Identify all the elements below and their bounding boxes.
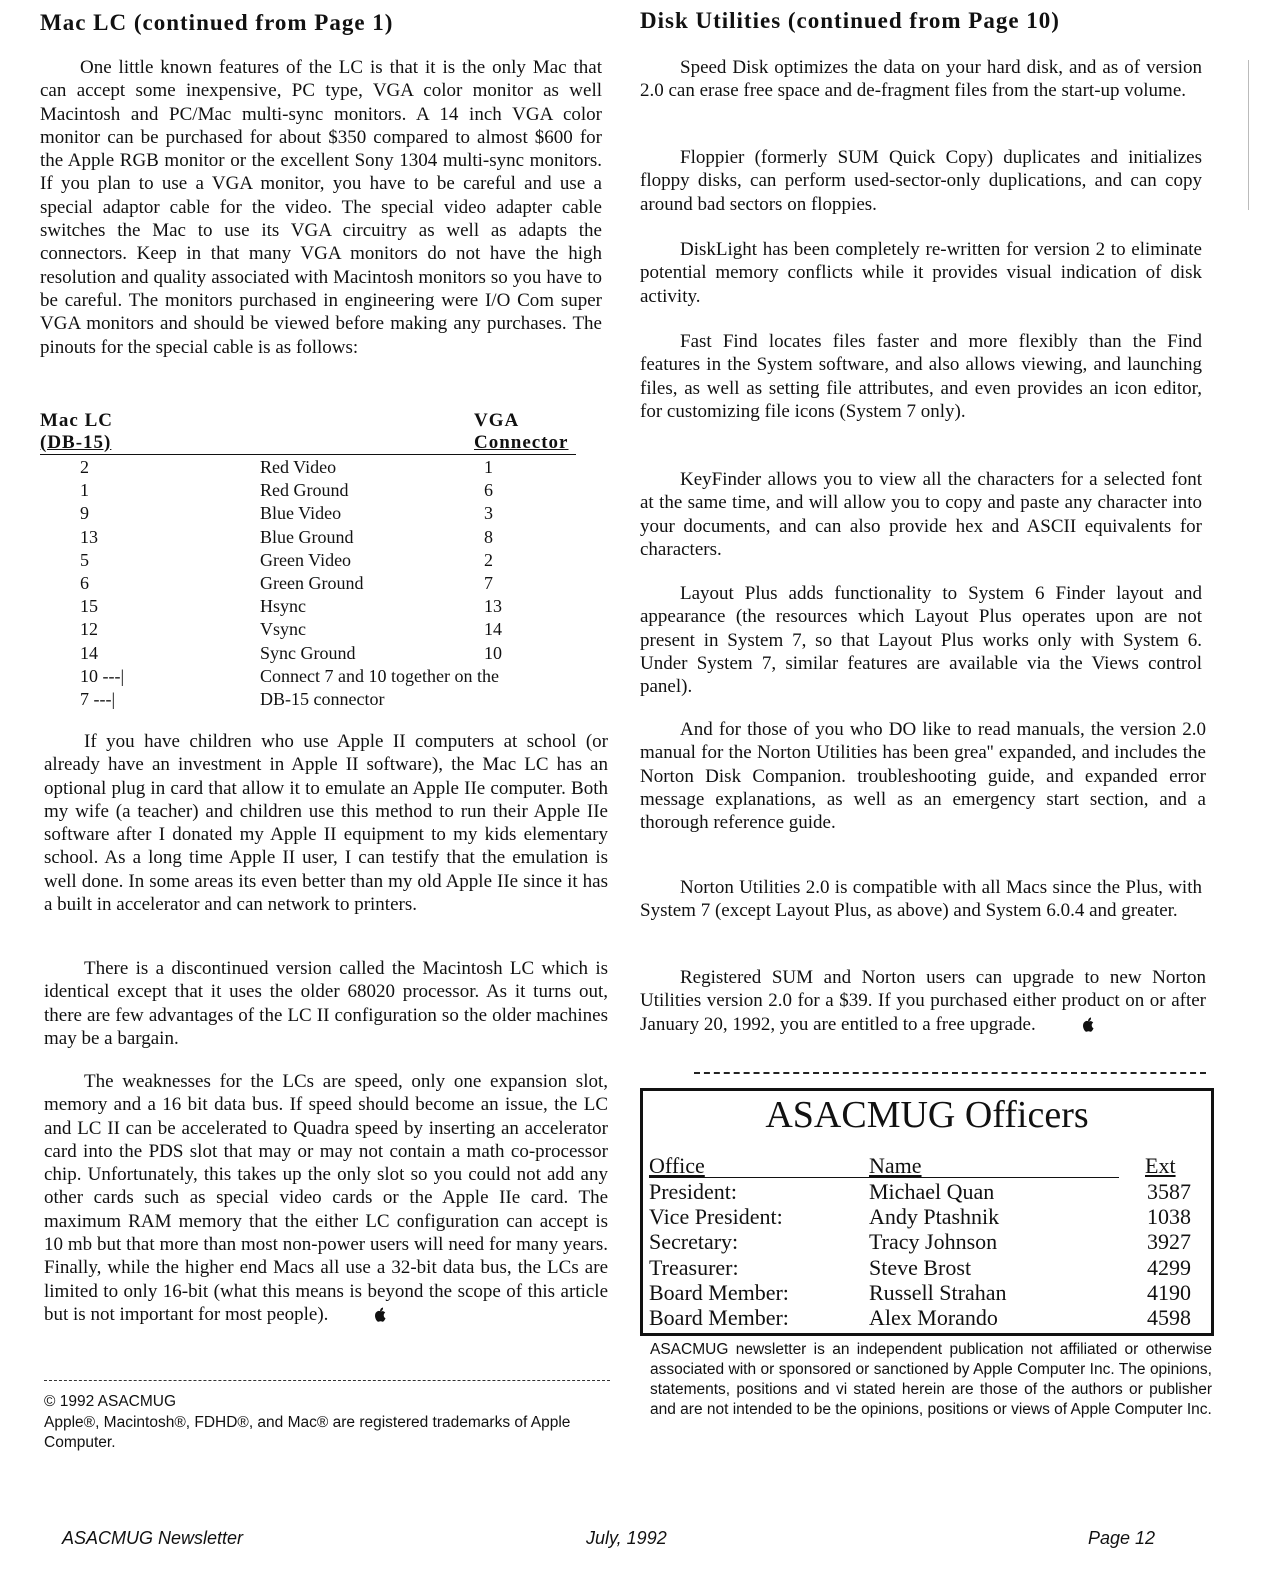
officer-name: Russell Strahan	[869, 1279, 1007, 1305]
pinout-mac-pin: 2	[80, 457, 89, 477]
pinout-head-mac-lc: Mac LC	[40, 410, 114, 431]
pinout-vga-pin: 8	[484, 526, 493, 547]
pinout-row	[40, 502, 608, 525]
pinout-mac-pin: 1	[80, 480, 89, 501]
pinout-signal: Green Video	[260, 549, 352, 570]
officer-office: Board Member:	[649, 1305, 789, 1330]
pinout-head-db15: (DB-15)	[40, 432, 112, 453]
pinout-row	[40, 479, 608, 502]
pinout-mac-pin: 13	[80, 526, 98, 547]
officer-office: Treasurer:	[649, 1254, 739, 1280]
mac-lc-paragraph-4-text: The weaknesses for the LCs are speed, only one expansion slot, memory and a 16 bit data bus. If speed should become an issue, the LC and LC II can be accelerated to Quadra speed by inserting an accelerator card into the PDS slot that may or may not contain a math co-processor chip. Unfortunately, this takes up the only slot so you could not add any other cards such as special video cards or the Apple IIe card. The maximum RAM memory that the either LC configuration can accept is 10 mb but that more than most non-power users will need for many years. Finally, while the higher end Macs all use a 32-bit data bus, the LCs are limited to only 16-bit (what this means is beyond the scope of this article but is not important for most people).	[44, 1071, 608, 1325]
left-end-dashed-rule	[44, 1380, 610, 1381]
officer-ext: 4598	[1147, 1305, 1191, 1330]
officers-head-ext: Ext	[1145, 1153, 1176, 1178]
disclaimer-text: ASACMUG newsletter is an independent publication not affiliated or otherwise associated with or sponsored or sanctioned by Apple Computer Inc. The opinions, statements, positions and vi stated herein are those of the authors or publisher and are not intended to be the opinions, positions or views of Apple Computer Inc.	[650, 1341, 1212, 1418]
officer-ext: 3587	[1147, 1179, 1191, 1204]
pinout-mac-pin: 9	[80, 503, 89, 524]
pinout-head-vga: VGA	[474, 410, 520, 431]
pinout-row	[40, 456, 608, 479]
officer-ext: 4299	[1147, 1254, 1191, 1280]
pinout-signal: Green Ground	[260, 573, 364, 593]
officer-office: President:	[649, 1179, 737, 1204]
pinout-vga-pin: 3	[484, 503, 493, 524]
pinout-signal: Red Video	[260, 457, 337, 477]
pinout-head-rule	[40, 454, 576, 455]
disk-util-paragraph-7: And for those of you who DO like to read manuals, the version 2.0 manual for the Norton Utilities has been grea'' expanded, and includes the Norton Disk Companion. troubleshooting guide, and expanded error message explanations, as well as an emergency start section, and a thorough reference guide.	[640, 719, 1206, 834]
apple-logo-icon	[1042, 1015, 1095, 1038]
disk-util-paragraph-9	[640, 966, 1206, 1038]
pinout-mac-pin: 15	[80, 596, 98, 617]
officer-row	[649, 1255, 1209, 1280]
mac-lc-heading: Mac LC (continued from Page 1)	[40, 10, 394, 35]
disk-util-paragraph-2: Floppier (formerly SUM Quick Copy) duplicates and initializes floppy disks, can perform used-sector-only duplications, and can copy around bad sectors on floppies.	[640, 147, 1202, 215]
mac-lc-paragraph-2: If you have children who use Apple II computers at school (or already have an investment in Apple II software), the Mac LC has an optional plug in card that allow it to emulate an Apple IIe computer. Both my wife (a teacher) and children use this method to run their Apple IIe software after I donated my Apple II equipment to my kids elementary school. As a long time Apple II user, I can testify that the emulation is well done. In some areas its even better than my old Apple IIe since it has a built in accelerator and can network to printers.	[44, 731, 608, 916]
pinout-vga-pin: 10	[484, 642, 502, 663]
officer-ext: 1038	[1147, 1204, 1191, 1230]
mac-lc-paragraph-1: One little known features of the LC is that it is the only Mac that can accept some inexpensive, PC type, VGA color monitor as well Macintosh and PC/Mac multi-sync monitors. A 14 inch VGA color monitor can be purchased for about $350 compared to almost $600 for the Apple RGB monitor or the excellent Sony 1304 multi-sync monitors. If you plan to use a VGA monitor, you have to be careful and use a special adaptor cable for the video. The special video adapter cable switches the Mac to use its VGA circuitry as well as adapts the connectors. Keep in that many VGA monitors do not have the high resolution and quality associated with Macintosh monitors so you have to be careful. The monitors purchased in engineering were I/O Com super VGA monitors and should be viewed before making any purchases. The pinouts for the special cable is as follows:	[40, 57, 602, 358]
officer-name: Andy Ptashnik	[869, 1204, 1000, 1230]
officer-ext: 3927	[1147, 1229, 1191, 1255]
officer-row	[649, 1280, 1209, 1305]
footer-newsletter: ASACMUG Newsletter	[62, 1528, 244, 1548]
pinout-signal: Blue Ground	[260, 526, 354, 547]
pinout-row	[40, 688, 608, 711]
pinout-mac-pin: 12	[80, 619, 98, 640]
officer-row	[649, 1179, 1209, 1204]
pinout-mac-pin: 6	[80, 573, 89, 593]
disk-util-paragraph-9-text: Registered SUM and Norton users can upgrade to new Norton Utilities version 2.0 for a $39. If you purchased either product on or after January 20, 1992, you are entitled to a free upgrade.	[640, 967, 1206, 1035]
officer-office: Vice President:	[649, 1204, 783, 1230]
officer-name: Steve Brost	[869, 1254, 972, 1280]
disk-util-paragraph-1: Speed Disk optimizes the data on your hard disk, and as of version 2.0 can erase free space and de-fragment files from the start-up volume.	[640, 57, 1202, 102]
pinout-row	[40, 595, 608, 618]
officers-top-dashed-rule	[694, 1072, 1206, 1074]
pinout-signal: Red Ground	[260, 480, 349, 501]
pinout-vga-pin: 2	[484, 549, 493, 570]
disk-utilities-heading: Disk Utilities (continued from Page 10)	[640, 8, 1060, 33]
pinout-vga-pin: 14	[484, 619, 502, 640]
copyright-text: © 1992 ASACMUG	[44, 1393, 177, 1410]
officer-office: Secretary:	[649, 1229, 739, 1255]
pinout-vga-pin: 13	[484, 596, 502, 617]
pinout-vga-pin: 7	[484, 573, 493, 593]
pinout-row	[40, 642, 608, 665]
footer-date: July, 1992	[586, 1528, 667, 1548]
apple-logo-icon	[334, 1305, 387, 1328]
pinout-mac-pin: 10 ---|	[80, 665, 125, 686]
disk-util-paragraph-8: Norton Utilities 2.0 is compatible with all Macs since the Plus, with System 7 (except Layout Plus, as above) and System 6.0.4 and greater.	[640, 877, 1202, 922]
pinout-row	[40, 618, 608, 641]
mac-lc-paragraph-4	[44, 1070, 608, 1328]
officer-name: Alex Morando	[869, 1305, 998, 1330]
pinout-row	[40, 549, 608, 572]
officers-title: ASACMUG Officers	[765, 1094, 1089, 1136]
officers-box	[640, 1088, 1214, 1336]
officer-office: Board Member:	[649, 1279, 789, 1305]
pinout-head-connector: Connector	[474, 432, 569, 453]
trademarks-text: Apple®, Macintosh®, FDHD®, and Mac® are registered trademarks of Apple Computer.	[44, 1414, 571, 1451]
officer-row	[649, 1305, 1209, 1330]
pinout-signal: DB-15 connector	[260, 689, 385, 709]
officers-head-rule	[649, 1177, 1119, 1178]
pinout-signal: Sync Ground	[260, 642, 356, 663]
mac-lc-paragraph-3: There is a discontinued version called the Macintosh LC which is identical except that it uses the older 68020 processor. As it turns out, there are few advantages of the LC II configuration so the older machines may be a bargain.	[44, 958, 608, 1049]
pinout-mac-pin: 7 ---|	[80, 689, 116, 709]
pinout-signal: Blue Video	[260, 503, 342, 524]
officer-row	[649, 1204, 1209, 1229]
footer-page-number: Page 12	[1088, 1528, 1156, 1548]
page-edge-mark	[1248, 60, 1249, 210]
pinout-signal: Vsync	[260, 619, 306, 640]
disk-util-paragraph-3: DiskLight has been completely re-written for version 2 to eliminate potential memory conflicts while it provides visual indication of disk activity.	[640, 239, 1202, 307]
pinout-signal: Hsync	[260, 596, 306, 617]
disk-util-paragraph-5: KeyFinder allows you to view all the characters for a selected font at the same time, and will allow you to copy and paste any character into your documents, and can also provide hex and ASCII equivalents for characters.	[640, 469, 1202, 560]
pinout-row	[40, 665, 608, 688]
officer-ext: 4190	[1147, 1279, 1191, 1305]
officer-name: Michael Quan	[869, 1179, 995, 1204]
pinout-mac-pin: 14	[80, 642, 98, 663]
pinout-table	[40, 410, 608, 710]
disk-util-paragraph-6: Layout Plus adds functionality to System 6 Finder layout and appearance (the resources which Layout Plus operates upon are not present in System 7, so that Layout Plus works only with System 6. Under System 7, similar features are available via the Views control panel).	[640, 583, 1202, 698]
officer-name: Tracy Johnson	[869, 1229, 998, 1255]
pinout-signal: Connect 7 and 10 together on the	[260, 665, 499, 686]
pinout-vga-pin: 1	[484, 457, 493, 477]
pinout-row	[40, 572, 608, 595]
pinout-vga-pin: 6	[484, 480, 493, 501]
officers-head-office: Office	[649, 1153, 705, 1178]
officers-head-name: Name	[869, 1153, 922, 1178]
disk-util-paragraph-4: Fast Find locates files faster and more flexibly than the Find features in the System software, and also allows viewing, and launching files, as well as setting file attributes, and even provides an icon editor, for customizing file icons (System 7 only).	[640, 331, 1202, 422]
officer-row	[649, 1229, 1209, 1254]
pinout-row	[40, 526, 608, 549]
pinout-mac-pin: 5	[80, 549, 89, 570]
